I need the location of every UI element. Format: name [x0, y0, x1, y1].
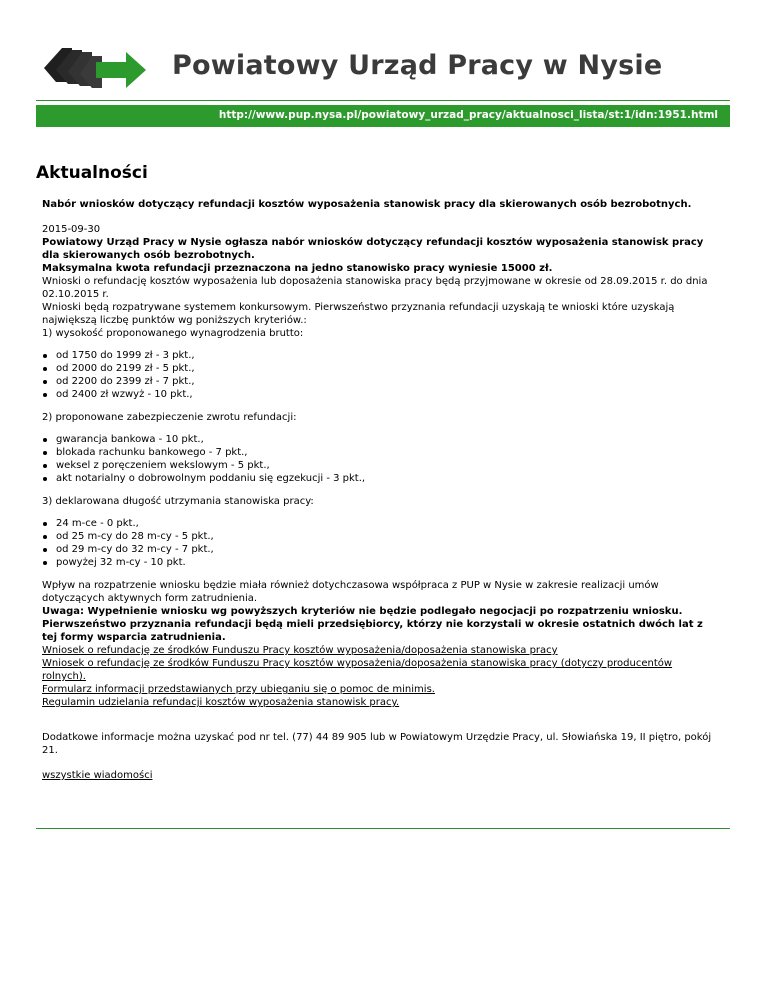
site-title: Powiatowy Urząd Pracy w Nysie [172, 50, 663, 81]
criterion-2-list [42, 433, 712, 485]
application-form-link[interactable]: Wniosek o refundację ze środków Funduszu Pracy kosztów wyposażenia/doposażenia stanowiska pracy [42, 645, 558, 656]
url-bar [36, 105, 730, 127]
criterion-2: 2) proponowane zabezpieczenie zwrotu refundacji: [42, 412, 297, 423]
competition-info: Wnioski będą rozpatrywane systemem konkursowym. Pierwszeństwo przyznania refundacji uzyskają te wnioski które uzyskają największą liczbę punktów wg poniższych kryteriów.: [42, 302, 675, 326]
list-item: blokada rachunku bankowego - 7 pkt., [52, 446, 712, 459]
article-date: 2015-09-30 [42, 224, 101, 235]
header-divider [36, 100, 730, 101]
priority-note: Pierwszeństwo przyznania refundacji będą mieli przedsiębiorcy, którzy nie korzystali w okresie ostatnich dwóch lat z tej formy wsparcia zatrudnienia. [42, 619, 703, 643]
criterion-1-list [42, 349, 712, 401]
cooperation-info: Wpływ na rozpatrzenie wniosku będzie miała również dotychczasowa współpraca z PUP w Nysie w zakresie realizacji umów dotyczących aktywnych form zatrudnienia. [42, 580, 659, 604]
all-news-link[interactable]: wszystkie wiadomości [42, 770, 153, 781]
max-amount: Maksymalna kwota refundacji przeznaczona na jedno stanowisko pracy wyniesie 15000 zł. [42, 263, 553, 274]
application-period: Wnioski o refundację kosztów wyposażenia lub doposażenia stanowiska pracy będą przyjmowane w okresie od 28.09.2015 r. do dnia 02.10.2015 r. [42, 276, 708, 300]
list-item: od 29 m-cy do 32 m-cy - 7 pkt., [52, 543, 712, 556]
farmer-application-form-link[interactable]: Wniosek o refundację ze środków Funduszu Pracy kosztów wyposażenia/doposażenia stanowiska pracy (dotyczy producentów rolnych). [42, 658, 673, 682]
article-headline: Powiatowy Urząd Pracy w Nysie ogłasza nabór wniosków dotyczący refundacji kosztów wyposażenia stanowisk pracy dla skierowanych osób bezrobotnych. [42, 237, 704, 261]
criterion-1: 1) wysokość proponowanego wynagrodzenia brutto: [42, 328, 304, 339]
page-title: Aktualności [36, 163, 148, 183]
list-item: gwarancja bankowa - 10 pkt., [52, 433, 712, 446]
page-url[interactable]: http://www.pup.nysa.pl/powiatowy_urzad_pracy/aktualnosci_lista/st:1/idn:1951.html [218, 109, 718, 121]
list-item: od 25 m-cy do 28 m-cy - 5 pkt., [52, 530, 712, 543]
list-item: od 2200 do 2399 zł - 7 pkt., [52, 375, 712, 388]
contact-info: Dodatkowe informacje można uzyskać pod nr tel. (77) 44 89 905 lub w Powiatowym Urzędzie Pracy, ul. Słowiańska 19, II piętro, pokój 21. [42, 732, 712, 756]
list-item: od 1750 do 1999 zł - 3 pkt., [52, 349, 712, 362]
article-lead: Nabór wniosków dotyczący refundacji kosztów wyposażenia stanowisk pracy dla skierowanych osób bezrobotnych. [42, 199, 692, 210]
list-item: od 2400 zł wzwyż - 10 pkt., [52, 388, 712, 401]
regulations-link[interactable]: Regulamin udzielania refundacji kosztów wyposażenia stanowisk pracy. [42, 697, 400, 708]
list-item: akt notarialny o dobrowolnym poddaniu się egzekucji - 3 pkt., [52, 472, 712, 485]
criterion-3-list [42, 517, 712, 569]
article [42, 198, 712, 782]
list-item: 24 m-ce - 0 pkt., [52, 517, 712, 530]
footer-divider [36, 828, 730, 829]
criterion-3: 3) deklarowana długość utrzymania stanowiska pracy: [42, 496, 314, 507]
de-minimis-form-link[interactable]: Formularz informacji przedstawianych przy ubieganiu się o pomoc de minimis. [42, 684, 435, 695]
warning-note: Uwaga: Wypełnienie wniosku wg powyższych kryteriów nie będzie podlegało negocjacji po rozpatrzeniu wniosku. [42, 606, 683, 617]
site-header [36, 38, 730, 96]
list-item: od 2000 do 2199 zł - 5 pkt., [52, 362, 712, 375]
list-item: powyżej 32 m-cy - 10 pkt. [52, 556, 712, 569]
list-item: weksel z poręczeniem wekslowym - 5 pkt., [52, 459, 712, 472]
folders-with-arrow-logo[interactable] [38, 40, 158, 90]
